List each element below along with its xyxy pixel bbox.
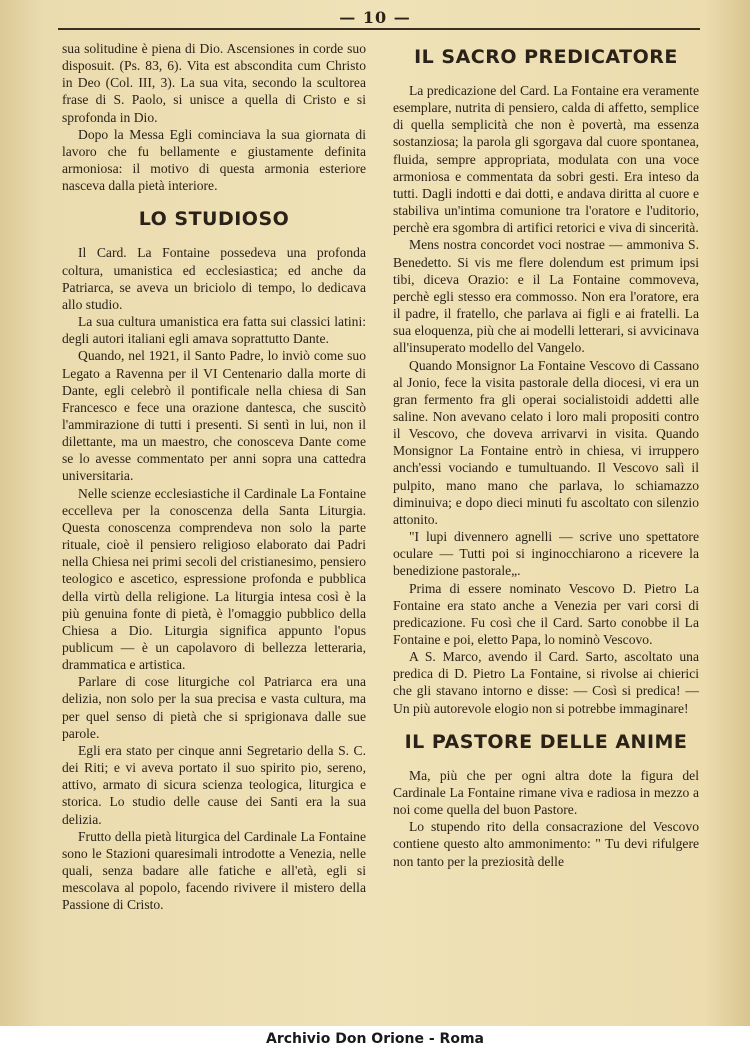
predicatore-paragraph-4: "I lupi divennero agnelli — scrive uno spettatore oculare — Tutti poi si inginocchiarono a ricevere la benedizione pastorale„. bbox=[393, 529, 699, 579]
predicatore-paragraph-2: Mens nostra concordet voci nostrae — ammoniva S. Benedetto. Si vis me flere dolendum est primum ipsi tibi, diceva Orazio: e il La Fontaine commoveva, perchè egli stesso era commosso. Non era l'oratore, era il padre, il fratello, che parlava ai figli e ai fratelli. La sua eloquenza, più che ai modelli letterari, si avvicinava all'insuperato modello del Vangelo. bbox=[393, 237, 699, 356]
studioso-paragraph-5: Parlare di cose liturgiche col Patriarca era una delizia, non solo per la sua precisa e vasta cultura, ma per quel senso di pietà che si sprigionava dalle sue parole. bbox=[62, 674, 366, 741]
archive-footer: Archivio Don Orione - Roma bbox=[266, 1031, 484, 1047]
studioso-paragraph-2: La sua cultura umanistica era fatta sui classici latini: degli autori italiani egli amava soprattutto Dante. bbox=[62, 314, 366, 347]
header-rule bbox=[58, 28, 700, 30]
heading-il-pastore-delle-anime: IL PASTORE DELLE ANIME bbox=[404, 730, 688, 753]
intro-paragraph-2: Dopo la Messa Egli cominciava la sua giornata di lavoro che fu bellamente e giustamente definita armoniosa: il motivo di questa armonia esteriore nasceva dalla pietà interiore. bbox=[62, 126, 366, 194]
predicatore-paragraph-5: Prima di essere nominato Vescovo D. Pietro La Fontaine era stato anche a Venezia per vari corsi di predicazione. Fu così che il Card. Sarto conobbe il La Fontaine e poi, eletto Papa, lo nominò Vescovo. bbox=[393, 580, 699, 647]
pastore-paragraph-2: Lo stupendo rito della consacrazione del Vescovo contiene questo alto ammonimento: " Tu devi rifulgere non tanto per la preziosità delle bbox=[393, 819, 699, 869]
right-column bbox=[393, 40, 699, 870]
heading-lo-studioso: LO STUDIOSO bbox=[138, 208, 290, 231]
studioso-paragraph-7: Frutto della pietà liturgica del Cardinale La Fontaine sono le Stazioni quaresimali introdotte a Venezia, nelle quali, senza badare alle fatiche e all'età, egli si mescolava al popolo, facendo rivivere il mistero della Passione di Cristo. bbox=[62, 828, 366, 913]
studioso-paragraph-3: Quando, nel 1921, il Santo Padre, lo inviò come suo Legato a Ravenna per il VI Centenario dalla morte di Dante, egli celebrò il pontificale nella chiesa di San Francesco e fece una orazione dantesca, che suscitò l'ammirazione di tutti i presenti. Si sentì in lui, non il dilettante, ma un maestro, che conosceva Dante come se lo avesse commentato per anni sopra una cattedra universitaria. bbox=[62, 348, 366, 484]
left-column bbox=[62, 40, 366, 914]
predicatore-paragraph-3: Quando Monsignor La Fontaine Vescovo di Cassano al Jonio, fece la visita pastorale della diocesi, vi era un gran fermento fra gli operai socialistoidi addetti alle saline. Non avevano celato i loro mali propositi contro il Vescovo, che doveva arrivarvi in visita. Quando Monsignor La Fontaine entrò in chiesa, vi irruppero anch'essi vociando e tumultuando. Il Vescovo salì il pulpito, mano mano che parlava, lo schiamazzo diminuiva; e dopo dieci minuti fu ascoltato con silenzio attonito. bbox=[393, 357, 699, 527]
heading-il-sacro-predicatore: IL SACRO PREDICATORE bbox=[414, 46, 678, 68]
intro-paragraph-1: sua solitudine è piena di Dio. Ascensiones in corde suo disposuit. (Ps. 83, 6). Vita est abscondita cum Christo in Deo (Col. III, 3). La sua vita, secondo la scultorea frase di S. Paolo, si unisce a quella di Cristo e si sprofonda in Dio. bbox=[62, 41, 366, 125]
studioso-paragraph-4: Nelle scienze ecclesiastiche il Cardinale La Fontaine eccelleva per la conoscenza della Santa Liturgia. Questa conoscenza comprendeva non solo la parte rituale, cioè il pensiero religioso elaborato dai Padri nella Chiesa nei primi secoli del cristianesimo, pensiero teologico e ascetico, espressione profonda e pubblica della virtù della religione. La liturgia intesa così è la più genuina fonte di pietà, è l'omaggio pubblico della Chiesa a Dio. Liturgia significa appunto l'opus publicum — è un capolavoro di bellezza letteraria, drammatica e artistica. bbox=[62, 485, 366, 673]
studioso-paragraph-1: Il Card. La Fontaine possedeva una profonda coltura, umanistica ed ecclesiastica; ed anche da Patriarca, se aveva un briciolo di tempo, lo dedicava allo studio. bbox=[62, 245, 366, 312]
studioso-paragraph-6: Egli era stato per cinque anni Segretario della S. C. dei Riti; e vi aveva portato il suo spirito pio, sereno, attivo, armato di sicura scienza teologica, liturgica e storica. Lo studio delle cause dei Santi era la sua delizia. bbox=[62, 742, 366, 827]
predicatore-paragraph-1: La predicazione del Card. La Fontaine era veramente esemplare, nutrita di pensiero, calda di affetto, semplice di quella semplicità che non è povertà, ma essenza sostanziosa; la parola gli sgorgava dal cuore spontanea, fluida, sempre appropriata, modulata con una voce armoniosa e commentata da sobri gesti. Era inteso da tutti. Dagli indotti e dai dotti, e andava diritta al cuore e stabiliva un'intima comunione tra l'oratore e l'uditorio, perchè era sgombra di artifici retorici e viva di sincerità. bbox=[393, 83, 699, 236]
pastore-paragraph-1: Ma, più che per ogni altra dote la figura del Cardinale La Fontaine rimane viva e radiosa in mezzo a noi come quella del buon Pastore. bbox=[393, 767, 699, 818]
predicatore-paragraph-6: A S. Marco, avendo il Card. Sarto, ascoltato una predica di D. Pietro La Fontaine, si rivolse ai chierici che gli stavano intorno e disse: — Così si predica! — Un più autorevole elogio non si potrebbe immaginare! bbox=[393, 649, 699, 716]
page-number: — 10 — bbox=[339, 8, 411, 27]
